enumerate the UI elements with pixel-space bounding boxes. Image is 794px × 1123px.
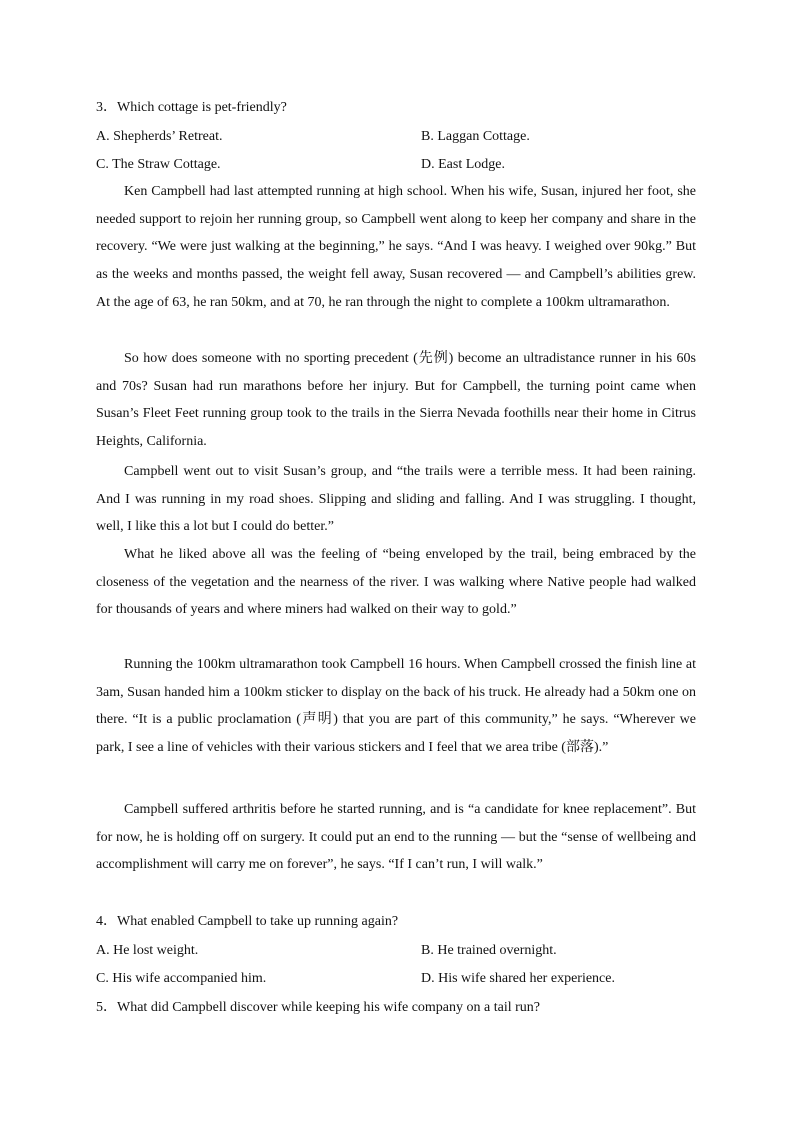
passage-text: Campbell went out to visit Susan’s group, and “the trails were a terrible mess. It had been raining. And I was running in my road shoes. Slipping and sliding and falling. And I was struggling. I thought, well, I like this a lot but I could do better.” xyxy=(96,464,696,535)
passage-paragraph-3 xyxy=(96,458,696,541)
passage-text: Ken Campbell had last attempted running at high school. When his wife, Susan, injured her foot, she needed support to rejoin her running group, so Campbell went along to keep her company and share in the recovery. “We were just walking at the beginning,” he says. “And I was heavy. I weighed over 90kg.” But as the weeks and months passed, the weight fell away, Susan recovered — and Campbell’s abilities grew. At the age of 63, he ran 50km, and at 70, he ran through the night to complete a 100km ultramarathon. xyxy=(96,184,696,310)
passage-paragraph-1 xyxy=(96,178,696,317)
question-3-stem: 3．Which cottage is pet-friendly? xyxy=(96,100,287,115)
passage-paragraph-4 xyxy=(96,541,696,624)
question-4-option-a: A. He lost weight. xyxy=(96,943,199,958)
passage-paragraph-6 xyxy=(96,796,696,879)
passage-text: Running the 100km ultramarathon took Campbell 16 hours. When Campbell crossed the finish line at 3am, Susan handed him a 100km sticker to display on the back of his truck. He already had a 50km one on there. “It is a public proclamation (声明) that you are part of this community,” he says. “Wherever we park, I see a line of vehicles with their various stickers and I feel that we area tribe (部落).” xyxy=(96,657,696,756)
passage-paragraph-2 xyxy=(96,345,696,456)
question-3-option-d: D. East Lodge. xyxy=(421,157,505,172)
passage-text: So how does someone with no sporting precedent (先例) become an ultradistance runner in his 60s and 70s? Susan had run marathons before her injury. But for Campbell, the turning point came when Susan’s Fleet Feet running group took to the trails in the Sierra Nevada foothills near their home in Citrus Heights, California. xyxy=(96,351,696,450)
passage-text: Campbell suffered arthritis before he started running, and is “a candidate for knee replacement”. But for now, he is holding off on surgery. It could put an end to the running — but the “sense of wellbeing and accomplishment will carry me on forever”, he says. “If I can’t run, I will walk.” xyxy=(96,802,696,873)
question-4-option-c: C. His wife accompanied him. xyxy=(96,971,267,986)
question-4-stem: 4．What enabled Campbell to take up running again? xyxy=(96,914,399,929)
question-4-option-d: D. His wife shared her experience. xyxy=(421,971,615,986)
passage-paragraph-5 xyxy=(96,651,696,762)
passage-text: What he liked above all was the feeling of “being enveloped by the trail, being embraced by the closeness of the vegetation and the nearness of the river. I was walking where Native people had walked for thousands of years and where miners had walked on their way to gold.” xyxy=(96,547,696,618)
question-3-option-b: B. Laggan Cottage. xyxy=(421,129,530,144)
question-3-option-a: A. Shepherds’ Retreat. xyxy=(96,129,223,144)
question-4-option-b: B. He trained overnight. xyxy=(421,943,557,958)
question-5-stem: 5．What did Campbell discover while keeping his wife company on a tail run? xyxy=(96,1000,540,1015)
question-3-option-c: C. The Straw Cottage. xyxy=(96,157,221,172)
